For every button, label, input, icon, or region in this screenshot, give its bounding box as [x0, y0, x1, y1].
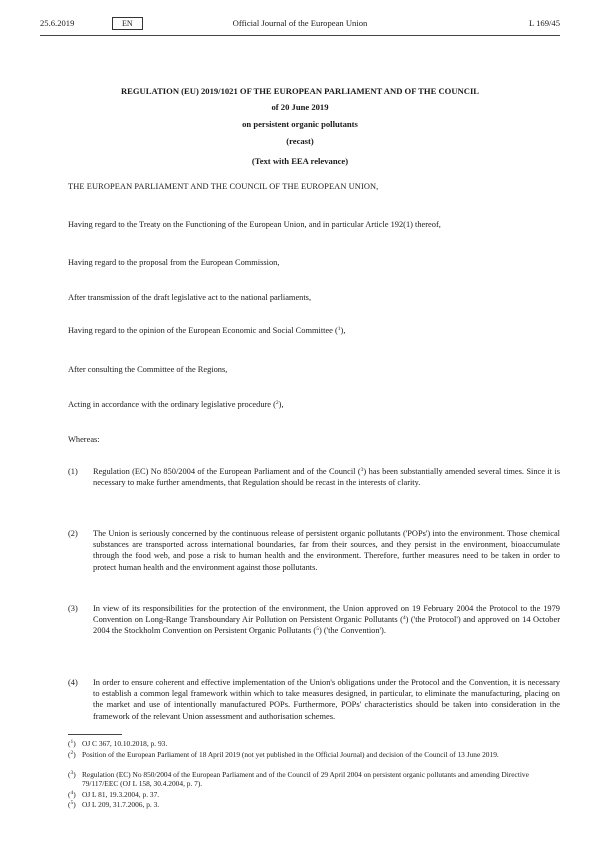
- footnote: ($^1$) OJ C 367, 10.10.2018, p. 93.: [68, 739, 560, 748]
- regulation-subject: on persistent organic pollutants: [242, 119, 358, 129]
- footnote-text: OJ L 81, 19.3.2004, p. 37.: [82, 790, 160, 799]
- recital: [68, 603, 560, 637]
- footnote-text: OJ L 209, 31.7.2006, p. 3.: [82, 800, 160, 809]
- footnote-reference[interactable]: 5: [316, 626, 319, 633]
- whereas-label: Whereas:: [68, 435, 100, 444]
- regulation-title: REGULATION (EU) 2019/1021 OF THE EUROPEAN PARLIAMENT AND OF THE COUNCIL: [120, 86, 480, 96]
- citation: Having regard to the proposal from the European Commission,: [68, 258, 280, 267]
- footnote-reference[interactable]: 4: [402, 615, 406, 622]
- citation: After transmission of the draft legislative act to the national parliaments,: [68, 293, 312, 302]
- page-reference: L 169/45: [529, 18, 560, 28]
- regulation-date: of 20 June 2019: [271, 102, 329, 112]
- footnote: ($^5$) OJ L 209, 31.7.2006, p. 3.: [68, 800, 560, 809]
- recital-text: In order to ensure coherent and effective implementation of the Union's obligations under the Protocol and the Convention, it is necessary to establish a common legal framework within which to take measures designed, in particular, to eliminate the manufacturing, placing on the market and use of intentionally manufactured POPs. Furthermore, POPs' characteristics should be taken into consideration in the framework of the relevant Union assessment and authorisation schemes.: [93, 678, 560, 721]
- citation: After consulting the Committee of the Regions,: [68, 365, 228, 374]
- language-badge: EN: [112, 17, 143, 30]
- recital-text: In view of its responsibilities for the protection of the environment, the Union approved on 19 February 2004 the Protocol to the 1979 Convention on Long-Range Transboundary Air Pollution on Persistent Organic Pollutants ($^4$) ('the Protocol') and approved on 14 October 2004 the Stockholm Convention on Persistent Organic Pollutants ($^5$) ('the Convention').: [93, 604, 561, 636]
- footnote-mark: 4: [70, 790, 74, 796]
- footnote-text: Regulation (EC) No 850/2004 of the European Parliament and of the Council of 29 April 2004 on persistent organic pollutants and amending Directive 79/117/EEC (OJ L 158, 30.4.2004, p. 7).: [82, 770, 529, 789]
- recital-text: The Union is seriously concerned by the continuous release of persistent organic pollutants ('POPs') into the environment. Those chemical substances are transported across international boundaries, far from their sources, and they persist in the environment, bioaccumulate through the food web, and pose a risk to human health and the environment. Therefore, further measures need to be taken in order to protect human health and the environment against those pollutants.: [93, 529, 560, 572]
- footnote-reference[interactable]: 1: [337, 326, 341, 332]
- recital: [68, 528, 560, 573]
- footnote-text: OJ C 367, 10.10.2018, p. 93.: [82, 739, 168, 748]
- footnote: ($^3$) Regulation (EC) No 850/2004 of the European Parliament and of the Council of 29 April 2004 on persistent organic pollutants and amending Directive 79/117/EEC (OJ L 158, 30.4.2004, p. 7).: [68, 770, 560, 789]
- regulation-recast: (recast): [286, 136, 314, 146]
- recital: [68, 466, 560, 488]
- footnote: ($^4$) OJ L 81, 19.3.2004, p. 37.: [68, 790, 560, 799]
- citation: Having regard to the opinion of the European Economic and Social Committee ($^1$),: [68, 326, 346, 335]
- recital-number: (1): [68, 467, 78, 476]
- recital-number: (3): [68, 604, 78, 613]
- eea-relevance: (Text with EEA relevance): [251, 156, 349, 166]
- footnote-divider: [68, 734, 122, 735]
- footnote-text: Position of the European Parliament of 18 April 2019 (not yet published in the Official Journal) and decision of the Council of 13 June 2019.: [82, 750, 499, 759]
- footnote-reference[interactable]: 2: [275, 400, 279, 406]
- recital: [68, 677, 560, 722]
- page-header: [40, 18, 560, 32]
- footnote-mark: 3: [70, 770, 74, 776]
- recital-number: (4): [68, 678, 78, 687]
- recital-number: (2): [68, 529, 78, 538]
- citation: Having regard to the Treaty on the Functioning of the European Union, and in particular Article 192(1) thereof,: [68, 220, 441, 229]
- footnote-mark: 1: [70, 739, 74, 745]
- enacting-authorities: THE EUROPEAN PARLIAMENT AND THE COUNCIL OF THE EUROPEAN UNION,: [68, 182, 379, 191]
- citation: Acting in accordance with the ordinary legislative procedure ($^2$),: [68, 400, 284, 409]
- footnote-reference[interactable]: 3: [360, 467, 364, 473]
- footnote-mark: 2: [70, 750, 74, 756]
- header-divider: [40, 35, 560, 36]
- journal-name: Official Journal of the European Union: [232, 18, 368, 28]
- publication-date: 25.6.2019: [40, 18, 75, 28]
- footnote-mark: 5: [70, 800, 74, 806]
- footnote: ($^2$) Position of the European Parliament of 18 April 2019 (not yet published in the Official Journal) and decision of the Council of 13 June 2019.: [68, 750, 560, 759]
- recital-text: Regulation (EC) No 850/2004 of the European Parliament and of the Council ($^3$) has been substantially amended several times. Since it is necessary to make further amendments, that Regulation should be recast in the interests of clarity.: [93, 467, 560, 488]
